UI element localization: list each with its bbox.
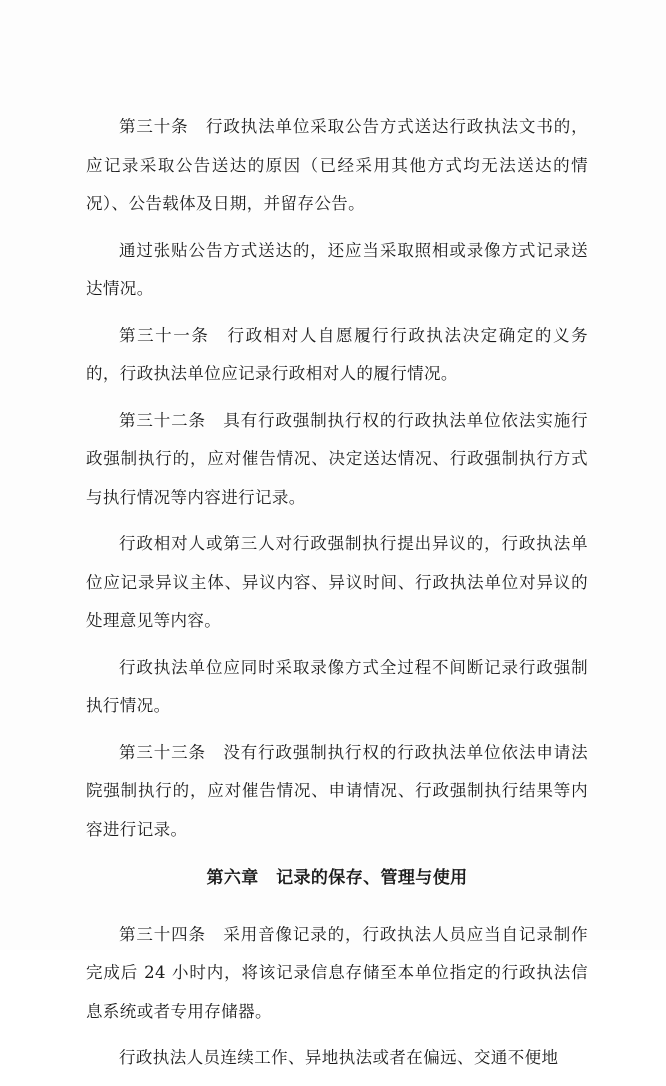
article-33-paragraph bbox=[86, 734, 588, 850]
article-31-paragraph bbox=[86, 317, 588, 394]
article-heading: 第三十一条 bbox=[119, 325, 210, 345]
article-text: 具有行政强制执行权的行政执法单位依法实施行政强制执行的，应对催告情况、决定送达情况、行政强制执行方式与执行情况等内容进行记录。 bbox=[86, 410, 589, 507]
article-30-paragraph bbox=[86, 108, 588, 224]
article-heading: 第三十条 bbox=[119, 117, 189, 136]
article-heading: 第三十二条 bbox=[119, 410, 206, 430]
article-text: 通过张贴公告方式送达的，还应当采取照相或录像方式记录送达情况。 bbox=[86, 240, 588, 298]
article-34-paragraph bbox=[86, 916, 588, 1032]
article-text: 行政相对人或第三人对行政强制执行提出异议的，行政执法单位应记录异议主体、异议内容、异议时间、行政执法单位对异议的处理意见等内容。 bbox=[86, 534, 588, 630]
article-text: 行政执法单位应同时采取录像方式全过程不间断记录行政强制执行情况。 bbox=[86, 657, 588, 715]
document-body bbox=[86, 108, 588, 1086]
article-text: 行政相对人自愿履行行政执法决定确定的义务的，行政执法单位应记录行政相对人的履行情况。 bbox=[86, 325, 588, 383]
article-heading: 第三十三条 bbox=[119, 742, 206, 762]
article-heading: 第三十四条 bbox=[119, 924, 206, 944]
article-text: 行政执法单位采取公告方式送达行政执法文书的，应记录采取公告送达的原因（已经采用其他方式均无法送达的情况）、公告载体及日期，并留存公告。 bbox=[86, 117, 588, 213]
article-32-paragraph bbox=[86, 402, 588, 518]
article-34-paragraph-2 bbox=[86, 1039, 588, 1078]
article-32-paragraph-3 bbox=[86, 649, 588, 726]
article-30-paragraph-2 bbox=[86, 232, 588, 309]
article-text: 采用音像记录的，行政执法人员应当自记录制作完成后 24 小时内，将该记录信息存储至本单位指定的行政执法信息系统或者专用存储器。 bbox=[86, 924, 589, 1021]
article-32-paragraph-2 bbox=[86, 525, 588, 641]
article-text: 行政执法人员连续工作、异地执法或者在偏远、交通不便地 bbox=[119, 1048, 559, 1067]
chapter-title: 第六章 记录的保存、管理与使用 bbox=[206, 868, 468, 888]
article-text: 没有行政强制执行权的行政执法单位依法申请法院强制执行的，应对催告情况、申请情况、行政强制执行结果等内容进行记录。 bbox=[86, 742, 589, 839]
